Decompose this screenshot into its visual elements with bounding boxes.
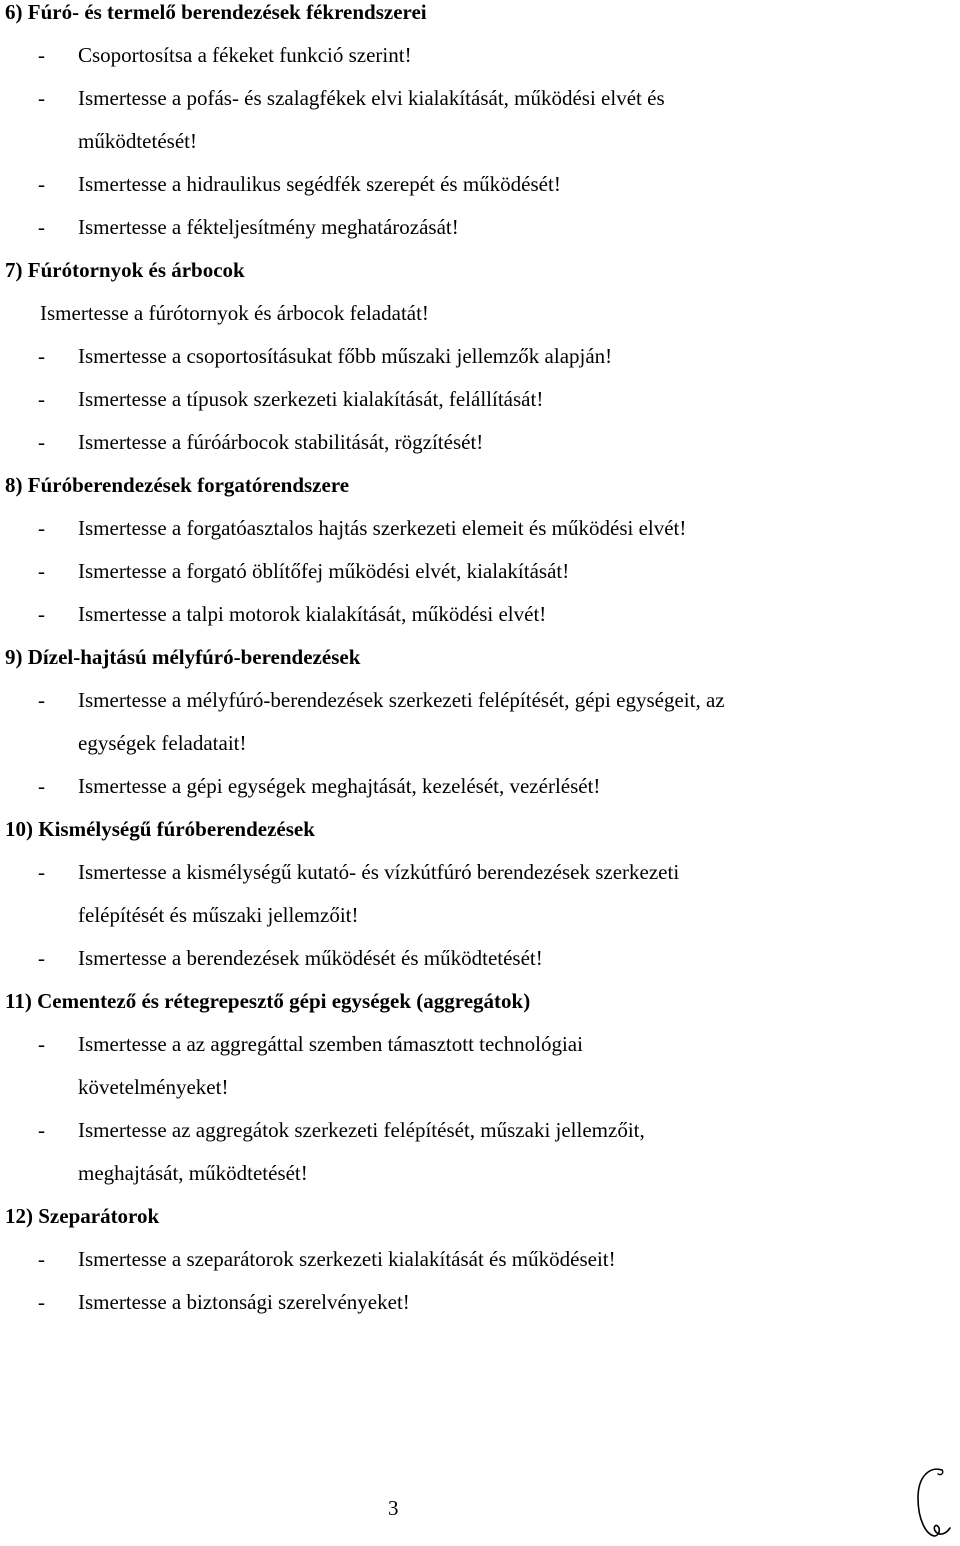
list-bullet: -	[38, 215, 45, 239]
section-heading: 6) Fúró- és termelő berendezések fékrendszerei	[5, 0, 427, 24]
list-item-continuation: felépítését és műszaki jellemzőit!	[78, 903, 359, 927]
list-item-text: Ismertesse a fékteljesítmény meghatározását!	[78, 215, 459, 239]
list-bullet: -	[38, 688, 45, 712]
list-bullet: -	[38, 344, 45, 368]
list-bullet: -	[38, 1247, 45, 1271]
section-heading: 11) Cementező és rétegrepesztő gépi egységek (aggregátok)	[5, 989, 531, 1013]
list-bullet: -	[38, 1290, 45, 1314]
list-bullet: -	[38, 946, 45, 970]
list-item-text: Ismertesse a fúróárbocok stabilitását, rögzítését!	[78, 430, 484, 454]
list-bullet: -	[38, 774, 45, 798]
list-item-text: Ismertesse a talpi motorok kialakítását, működési elvét!	[78, 602, 547, 626]
list-item	[38, 344, 612, 368]
list-item-continuation: meghajtását, működtetését!	[78, 1161, 308, 1185]
list-bullet: -	[38, 43, 45, 67]
list-bullet: -	[38, 430, 45, 454]
list-item-continuation: egységek feladatait!	[78, 731, 247, 755]
list-item	[38, 86, 665, 110]
list-item-text: Ismertesse az aggregátok szerkezeti felépítését, műszaki jellemzőit,	[78, 1118, 645, 1142]
list-item	[38, 172, 561, 196]
list-bullet: -	[38, 387, 45, 411]
list-item	[38, 1032, 583, 1056]
list-item-text: Ismertesse a biztonsági szerelvényeket!	[78, 1290, 410, 1314]
list-item	[38, 430, 483, 454]
list-item	[38, 602, 546, 626]
list-item-text: Ismertesse a berendezések működését és működtetését!	[78, 946, 543, 970]
list-item	[38, 387, 543, 411]
section-heading: 12) Szeparátorok	[5, 1204, 160, 1228]
list-bullet: -	[38, 1032, 45, 1056]
list-item	[38, 516, 686, 540]
list-bullet: -	[38, 1118, 45, 1142]
list-item-text: Ismertesse a szeparátorok szerkezeti kialakítását és működéseit!	[78, 1247, 616, 1271]
list-bullet: -	[38, 559, 45, 583]
list-item	[38, 860, 679, 884]
list-item	[38, 774, 600, 798]
list-item-continuation: működtetését!	[78, 129, 197, 153]
list-bullet: -	[38, 172, 45, 196]
list-item-text: Ismertesse a az aggregáttal szemben támasztott technológiai	[78, 1032, 583, 1056]
list-bullet: -	[38, 602, 45, 626]
list-bullet: -	[38, 86, 45, 110]
list-item	[38, 1290, 410, 1314]
list-item-text: Ismertesse a gépi egységek meghajtását, kezelését, vezérlését!	[78, 774, 601, 798]
list-item	[38, 1118, 645, 1142]
page-number: 3	[388, 1496, 399, 1520]
section-intro: Ismertesse a fúrótornyok és árbocok feladatát!	[40, 301, 429, 325]
list-bullet: -	[38, 516, 45, 540]
list-item	[38, 559, 569, 583]
list-item	[38, 1247, 616, 1271]
list-item	[38, 215, 459, 239]
list-item-text: Ismertesse a kismélységű kutató- és vízkútfúró berendezések szerkezeti	[78, 860, 680, 884]
section-heading: 10) Kismélységű fúróberendezések	[5, 817, 315, 841]
section-heading: 8) Fúróberendezések forgatórendszere	[5, 473, 350, 497]
list-item-text: Ismertesse a mélyfúró-berendezések szerkezeti felépítését, gépi egységeit, az	[78, 688, 725, 712]
list-item	[38, 946, 543, 970]
list-item-text: Ismertesse a pofás- és szalagfékek elvi kialakítását, működési elvét és	[78, 86, 665, 110]
list-item-text: Csoportosítsa a fékeket funkció szerint!	[78, 43, 412, 67]
list-item-text: Ismertesse a típusok szerkezeti kialakítását, felállítását!	[78, 387, 544, 411]
section-heading: 7) Fúrótornyok és árbocok	[5, 258, 245, 282]
list-bullet: -	[38, 860, 45, 884]
list-item-continuation: követelményeket!	[78, 1075, 229, 1099]
list-item	[38, 688, 725, 712]
list-item-text: Ismertesse a csoportosításukat főbb műszaki jellemzők alapján!	[78, 344, 613, 368]
section-heading: 9) Dízel-hajtású mélyfúró-berendezések	[5, 645, 361, 669]
list-item-text: Ismertesse a hidraulikus segédfék szerepét és működését!	[78, 172, 561, 196]
list-item-text: Ismertesse a forgatóasztalos hajtás szerkezeti elemeit és működési elvét!	[78, 516, 687, 540]
handwritten-signature	[912, 1462, 956, 1542]
list-item	[38, 43, 412, 67]
list-item-text: Ismertesse a forgató öblítőfej működési elvét, kialakítását!	[78, 559, 570, 583]
